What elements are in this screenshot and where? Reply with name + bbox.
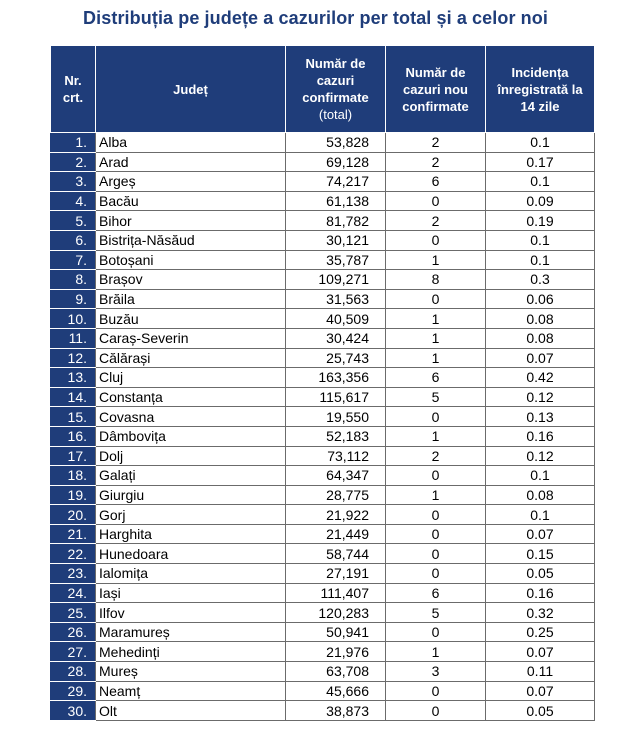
county-name-cell: Ilfov: [96, 603, 286, 623]
incidence-cell: 0.12: [486, 446, 595, 466]
new-cases-cell: 1: [386, 426, 486, 446]
total-cases-cell: 81,782: [286, 211, 386, 231]
county-name-cell: Botoșani: [96, 250, 286, 270]
county-name-cell: Galați: [96, 466, 286, 486]
county-name-cell: Dolj: [96, 446, 286, 466]
county-name-cell: Bacău: [96, 191, 286, 211]
total-cases-cell: 27,191: [286, 564, 386, 584]
incidence-cell: 0.06: [486, 289, 595, 309]
new-cases-cell: 2: [386, 446, 486, 466]
table-row: [51, 348, 595, 368]
table-row: [51, 328, 595, 348]
header-incidenta: Incidența înregistrată la 14 zile: [486, 46, 595, 133]
incidence-cell: 0.05: [486, 701, 595, 721]
table-row: [51, 289, 595, 309]
new-cases-cell: 5: [386, 387, 486, 407]
new-cases-cell: 2: [386, 211, 486, 231]
incidence-cell: 0.17: [486, 152, 595, 172]
table-row: [51, 662, 595, 682]
incidence-cell: 0.11: [486, 662, 595, 682]
total-cases-cell: 52,183: [286, 426, 386, 446]
county-name-cell: Cluj: [96, 368, 286, 388]
new-cases-cell: 1: [386, 485, 486, 505]
new-cases-cell: 0: [386, 544, 486, 564]
incidence-cell: 0.08: [486, 485, 595, 505]
row-number-cell: 18.: [51, 466, 96, 486]
row-number-cell: 23.: [51, 564, 96, 584]
incidence-cell: 0.1: [486, 505, 595, 525]
table-row: [51, 642, 595, 662]
table-row: [51, 250, 595, 270]
total-cases-cell: 53,828: [286, 133, 386, 153]
row-number-cell: 5.: [51, 211, 96, 231]
county-name-cell: Alba: [96, 133, 286, 153]
total-cases-cell: 31,563: [286, 289, 386, 309]
new-cases-cell: 0: [386, 524, 486, 544]
table-row: [51, 485, 595, 505]
table-row: [51, 270, 595, 290]
total-cases-cell: 50,941: [286, 622, 386, 642]
table-row: [51, 309, 595, 329]
table-header-row: [51, 46, 595, 133]
row-number-cell: 16.: [51, 426, 96, 446]
total-cases-cell: 73,112: [286, 446, 386, 466]
county-name-cell: Brăila: [96, 289, 286, 309]
new-cases-cell: 6: [386, 368, 486, 388]
table-row: [51, 603, 595, 623]
new-cases-cell: 0: [386, 230, 486, 250]
row-number-cell: 2.: [51, 152, 96, 172]
header-judet: Județ: [96, 46, 286, 133]
total-cases-cell: 120,283: [286, 603, 386, 623]
incidence-cell: 0.25: [486, 622, 595, 642]
new-cases-cell: 6: [386, 583, 486, 603]
total-cases-cell: 19,550: [286, 407, 386, 427]
row-number-cell: 11.: [51, 328, 96, 348]
incidence-cell: 0.1: [486, 250, 595, 270]
new-cases-cell: 0: [386, 466, 486, 486]
incidence-cell: 0.3: [486, 270, 595, 290]
row-number-cell: 20.: [51, 505, 96, 525]
county-name-cell: Brașov: [96, 270, 286, 290]
table-row: [51, 446, 595, 466]
incidence-cell: 0.08: [486, 309, 595, 329]
row-number-cell: 4.: [51, 191, 96, 211]
incidence-cell: 0.13: [486, 407, 595, 427]
county-name-cell: Iași: [96, 583, 286, 603]
total-cases-cell: 21,922: [286, 505, 386, 525]
incidence-cell: 0.09: [486, 191, 595, 211]
header-nr-line2: crt.: [62, 90, 84, 105]
new-cases-cell: 0: [386, 564, 486, 584]
table-row: [51, 407, 595, 427]
row-number-cell: 10.: [51, 309, 96, 329]
row-number-cell: 3.: [51, 172, 96, 192]
table-row: [51, 466, 595, 486]
total-cases-cell: 74,217: [286, 172, 386, 192]
header-nr: [51, 46, 96, 133]
table-row: [51, 701, 595, 721]
new-cases-cell: 1: [386, 348, 486, 368]
table-row: [51, 426, 595, 446]
incidence-cell: 0.19: [486, 211, 595, 231]
table-row: [51, 211, 595, 231]
total-cases-cell: 111,407: [286, 583, 386, 603]
table-row: [51, 191, 595, 211]
incidence-cell: 0.07: [486, 524, 595, 544]
incidence-cell: 0.07: [486, 348, 595, 368]
county-name-cell: Caraș-Severin: [96, 328, 286, 348]
county-name-cell: Mehedinți: [96, 642, 286, 662]
county-name-cell: Neamț: [96, 681, 286, 701]
table-row: [51, 564, 595, 584]
total-cases-cell: 35,787: [286, 250, 386, 270]
total-cases-cell: 58,744: [286, 544, 386, 564]
new-cases-cell: 2: [386, 152, 486, 172]
county-name-cell: Hunedoara: [96, 544, 286, 564]
row-number-cell: 8.: [51, 270, 96, 290]
county-name-cell: Dâmbovița: [96, 426, 286, 446]
table-row: [51, 230, 595, 250]
row-number-cell: 24.: [51, 583, 96, 603]
incidence-cell: 0.08: [486, 328, 595, 348]
table-row: [51, 368, 595, 388]
table-row: [51, 681, 595, 701]
row-number-cell: 1.: [51, 133, 96, 153]
total-cases-cell: 38,873: [286, 701, 386, 721]
county-name-cell: Maramureș: [96, 622, 286, 642]
row-number-cell: 22.: [51, 544, 96, 564]
county-name-cell: Covasna: [96, 407, 286, 427]
incidence-cell: 0.05: [486, 564, 595, 584]
row-number-cell: 27.: [51, 642, 96, 662]
header-total: [286, 46, 386, 133]
new-cases-cell: 0: [386, 289, 486, 309]
row-number-cell: 28.: [51, 662, 96, 682]
row-number-cell: 7.: [51, 250, 96, 270]
total-cases-cell: 30,121: [286, 230, 386, 250]
table-row: [51, 524, 595, 544]
header-noi: Număr de cazuri nou confirmate: [386, 46, 486, 133]
row-number-cell: 21.: [51, 524, 96, 544]
incidence-cell: 0.15: [486, 544, 595, 564]
row-number-cell: 9.: [51, 289, 96, 309]
new-cases-cell: 0: [386, 622, 486, 642]
county-name-cell: Călărași: [96, 348, 286, 368]
county-name-cell: Gorj: [96, 505, 286, 525]
page-title: Distribuția pe județe a cazurilor per total și a celor noi: [83, 8, 548, 28]
total-cases-cell: 40,509: [286, 309, 386, 329]
new-cases-cell: 8: [386, 270, 486, 290]
row-number-cell: 29.: [51, 681, 96, 701]
row-number-cell: 13.: [51, 368, 96, 388]
total-cases-cell: 69,128: [286, 152, 386, 172]
new-cases-cell: 1: [386, 328, 486, 348]
table-row: [51, 387, 595, 407]
total-cases-cell: 30,424: [286, 328, 386, 348]
incidence-cell: 0.07: [486, 681, 595, 701]
total-cases-cell: 25,743: [286, 348, 386, 368]
new-cases-cell: 5: [386, 603, 486, 623]
row-number-cell: 25.: [51, 603, 96, 623]
county-name-cell: Ialomița: [96, 564, 286, 584]
total-cases-cell: 63,708: [286, 662, 386, 682]
new-cases-cell: 2: [386, 133, 486, 153]
row-number-cell: 14.: [51, 387, 96, 407]
incidence-cell: 0.12: [486, 387, 595, 407]
table-row: [51, 505, 595, 525]
incidence-cell: 0.07: [486, 642, 595, 662]
new-cases-cell: 1: [386, 250, 486, 270]
incidence-cell: 0.32: [486, 603, 595, 623]
new-cases-cell: 0: [386, 191, 486, 211]
county-name-cell: Olt: [96, 701, 286, 721]
county-name-cell: Giurgiu: [96, 485, 286, 505]
new-cases-cell: 0: [386, 505, 486, 525]
total-cases-cell: 21,976: [286, 642, 386, 662]
total-cases-cell: 163,356: [286, 368, 386, 388]
county-name-cell: Bistrița-Năsăud: [96, 230, 286, 250]
header-total-main: Număr de cazuri confirmate: [302, 56, 369, 105]
incidence-cell: 0.1: [486, 172, 595, 192]
row-number-cell: 19.: [51, 485, 96, 505]
table-row: [51, 583, 595, 603]
incidence-cell: 0.1: [486, 230, 595, 250]
header-nr-line1: Nr.: [64, 73, 82, 88]
incidence-cell: 0.1: [486, 133, 595, 153]
table-row: [51, 544, 595, 564]
county-name-cell: Mureș: [96, 662, 286, 682]
new-cases-cell: 0: [386, 681, 486, 701]
header-total-sub: (total): [318, 107, 353, 122]
incidence-cell: 0.1: [486, 466, 595, 486]
new-cases-cell: 3: [386, 662, 486, 682]
county-cases-table: [50, 45, 595, 721]
incidence-cell: 0.16: [486, 426, 595, 446]
row-number-cell: 30.: [51, 701, 96, 721]
total-cases-cell: 115,617: [286, 387, 386, 407]
county-name-cell: Argeș: [96, 172, 286, 192]
total-cases-cell: 109,271: [286, 270, 386, 290]
county-name-cell: Arad: [96, 152, 286, 172]
county-name-cell: Harghita: [96, 524, 286, 544]
county-name-cell: Buzău: [96, 309, 286, 329]
county-name-cell: Bihor: [96, 211, 286, 231]
table-row: [51, 622, 595, 642]
table-body: [51, 133, 595, 721]
table-row: [51, 152, 595, 172]
new-cases-cell: 0: [386, 407, 486, 427]
row-number-cell: 17.: [51, 446, 96, 466]
row-number-cell: 15.: [51, 407, 96, 427]
new-cases-cell: 1: [386, 309, 486, 329]
incidence-cell: 0.42: [486, 368, 595, 388]
total-cases-cell: 64,347: [286, 466, 386, 486]
new-cases-cell: 0: [386, 701, 486, 721]
incidence-cell: 0.16: [486, 583, 595, 603]
total-cases-cell: 61,138: [286, 191, 386, 211]
new-cases-cell: 1: [386, 642, 486, 662]
table-row: [51, 133, 595, 153]
total-cases-cell: 21,449: [286, 524, 386, 544]
new-cases-cell: 6: [386, 172, 486, 192]
row-number-cell: 12.: [51, 348, 96, 368]
row-number-cell: 6.: [51, 230, 96, 250]
county-name-cell: Constanța: [96, 387, 286, 407]
row-number-cell: 26.: [51, 622, 96, 642]
total-cases-cell: 45,666: [286, 681, 386, 701]
total-cases-cell: 28,775: [286, 485, 386, 505]
table-row: [51, 172, 595, 192]
